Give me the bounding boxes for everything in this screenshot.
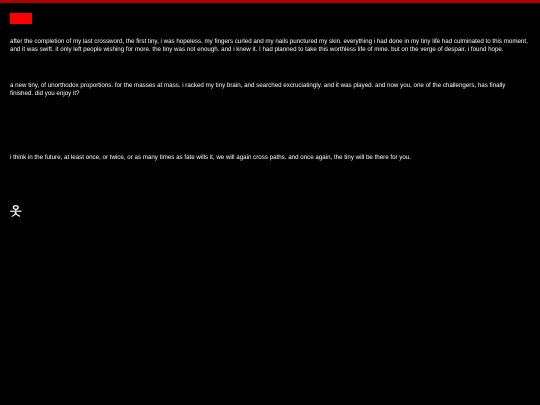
paragraph-2: a new tiny, of unorthodox proportions. for the masses at mass. i racked my tiny brain, and searched excruciatingly. and it was played. and now you, one of the challengers, has finally finished. did you enjoy it? <box>10 82 506 98</box>
paragraph-1: after the completion of my last crossword, the first tiny, i was hopeless. my fingers curled and my nails punctured my skin. everything i had done in my tiny life had culminated to this moment, and it was swift. it only left people wishing for more. the tiny was not enough. and i knew it. I had planned to take this worthless life of mine. but on the verge of despair, i found hope. <box>10 38 528 54</box>
person-glyph-icon: 옷 <box>10 204 22 218</box>
red-block <box>10 13 32 24</box>
top-bar <box>0 0 540 3</box>
paragraph-3: i think in the future, at least once, or twice, or as many times as fate wills it, we will again cross paths. and once again, the tiny will be there for you. <box>10 154 412 161</box>
